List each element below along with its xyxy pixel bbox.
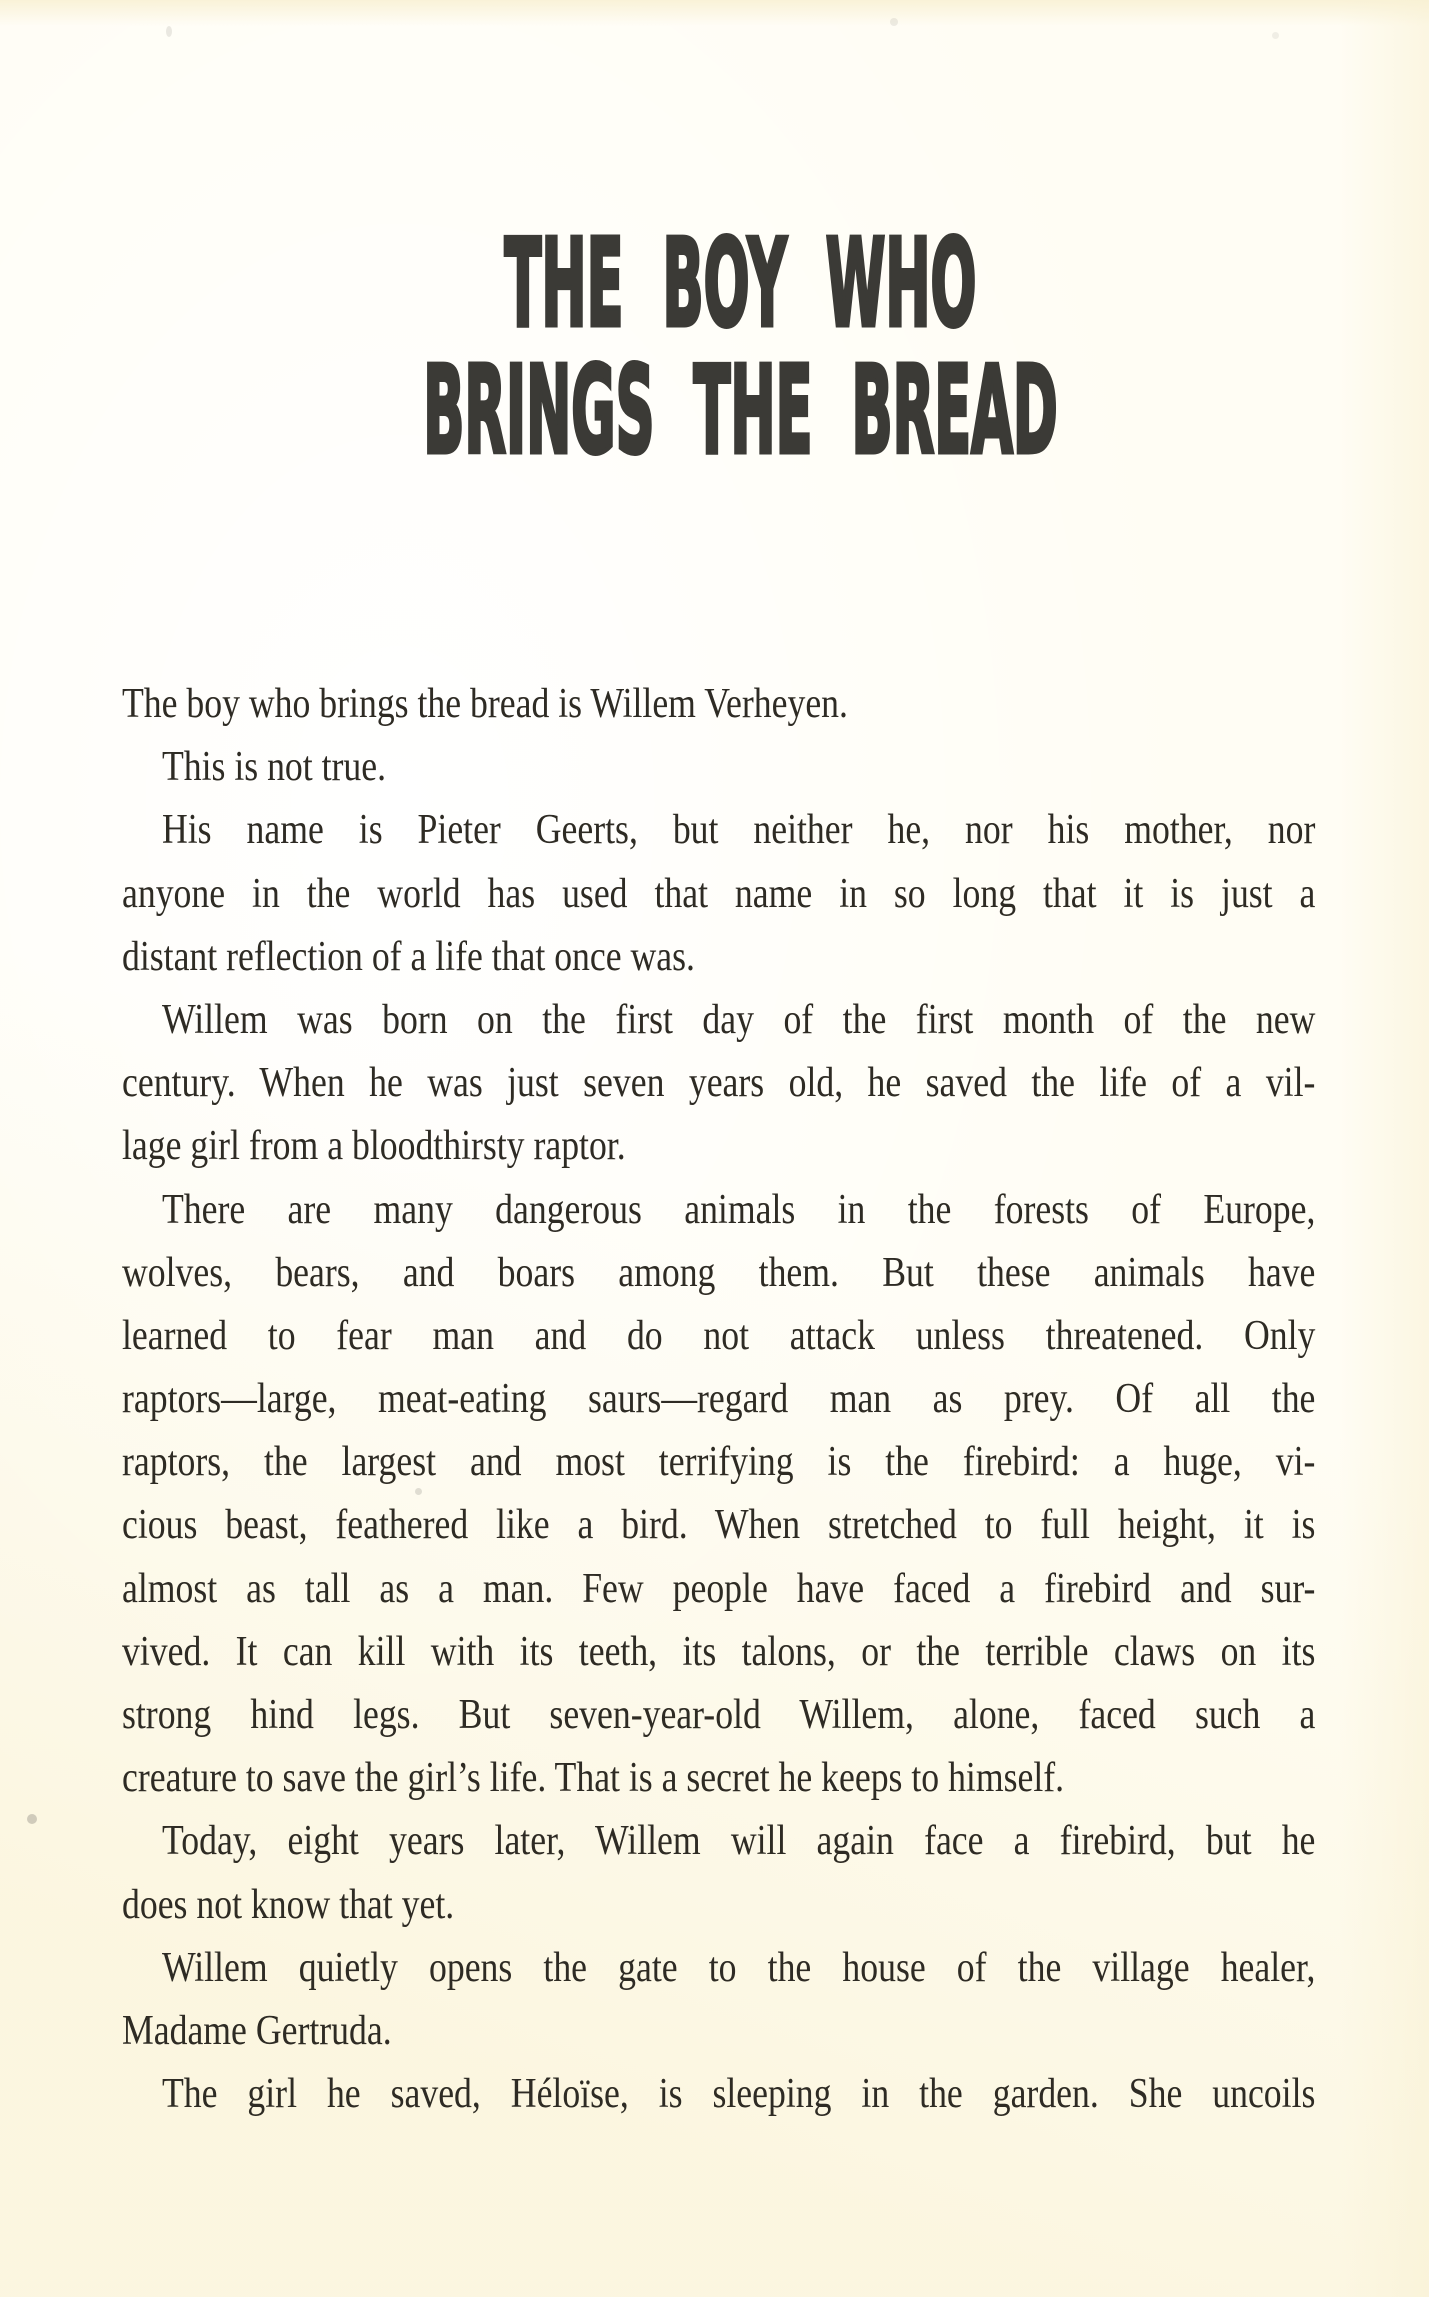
text-line: raptors—large, meat-eating saurs—regard man as prey. Of all the [122,1376,1316,1423]
text-line: lage girl from a bloodthirsty raptor. [122,1123,626,1170]
scan-speck [166,26,172,37]
text-line: vived. It can kill with its teeth, its talons, or the terrible claws on its [122,1628,1316,1675]
text-line: There are many dangerous animals in the forests of Europe, [161,1186,1316,1233]
chapter-title [26,215,1429,481]
text-line: Madame Gertruda. [122,2007,392,2054]
text-line: The boy who brings the bread is Willem Verheyen. [122,681,848,727]
text-line: distant reflection of a life that once was. [122,933,695,980]
text-line: This is not true. [161,744,387,791]
text-line: almost as tall as a man. Few people have faced a firebird and sur- [122,1565,1316,1612]
text-line: century. When he was just seven years old, he saved the life of a vil- [122,1060,1316,1107]
scan-speck [1272,32,1279,39]
text-line: learned to fear man and do not attack unless threatened. Only [122,1312,1316,1359]
chapter-body [122,673,1315,2126]
text-line: His name is Pieter Geerts, but neither he, nor his mother, nor [161,807,1316,854]
scan-speck [415,1488,422,1495]
text-line: Willem quietly opens the gate to the house of the village healer, [161,1944,1316,1991]
text-line: cious beast, feathered like a bird. When stretched to full height, it is [122,1502,1316,1549]
text-line: strong hind legs. But seven-year-old Willem, alone, faced such a [122,1692,1316,1738]
text-line: Today, eight years later, Willem will again face a firebird, but he [161,1818,1316,1865]
text-line: Willem was born on the first day of the first month of the new [161,996,1316,1043]
text-line: anyone in the world has used that name in so long that it is just a [122,870,1316,917]
chapter-title-line-1: THE BOY WHO [504,215,977,354]
chapter-title-line-2: BRINGS THE BREAD [423,342,1058,481]
scan-speck [27,1814,37,1824]
text-line: The girl he saved, Héloïse, is sleeping in the garden. She uncoils [161,2071,1316,2118]
scan-speck [890,18,898,26]
text-line: wolves, bears, and boars among them. But these animals have [122,1249,1316,1296]
text-line: does not know that yet. [122,1881,455,1928]
text-line: raptors, the largest and most terrifying is the firebird: a huge, vi- [122,1439,1316,1486]
text-line: creature to save the girl’s life. That is a secret he keeps to himself. [122,1755,1065,1802]
